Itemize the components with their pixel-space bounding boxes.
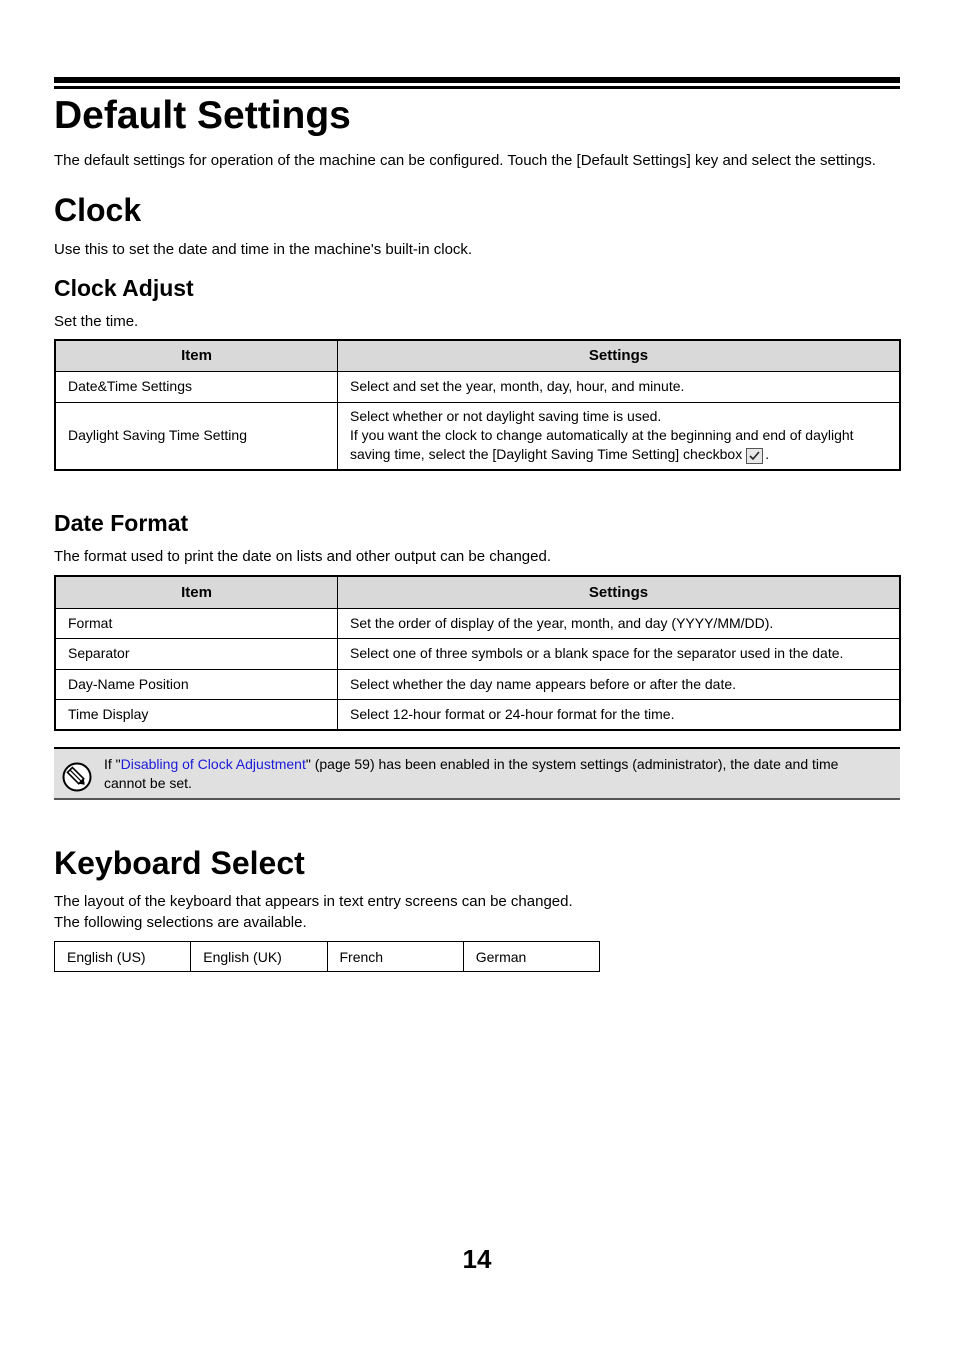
keyboard-options-table [54, 941, 600, 972]
note-text [104, 755, 884, 793]
keyboard-heading: Keyboard Select [54, 845, 305, 881]
settings-line: If you want the clock to change automatically at the beginning and end of daylight [350, 427, 854, 444]
row-settings [338, 402, 901, 470]
row-settings: Select and set the year, month, day, hour, and minute. [338, 371, 901, 402]
table-row [55, 699, 900, 730]
row-item: Daylight Saving Time Setting [55, 402, 338, 470]
pencil-icon [62, 762, 92, 792]
table-header-row [55, 576, 900, 608]
clock-adjust-table [54, 339, 901, 471]
keyboard-option: English (UK) [191, 942, 327, 972]
page-number: 14 [462, 1244, 492, 1274]
keyboard-option: German [463, 942, 599, 972]
row-settings: Select one of three symbols or a blank space for the separator used in the date. [338, 638, 901, 669]
row-item: Format [55, 608, 338, 638]
date-format-table [54, 575, 901, 731]
clock-description: Use this to set the date and time in the machine's built-in clock. [54, 241, 473, 258]
page-title: Default Settings [54, 94, 351, 137]
checkbox-icon [746, 448, 763, 464]
settings-line-text: saving time, select the [Daylight Saving Time Setting] checkbox [350, 446, 743, 463]
row-settings: Set the order of display of the year, month, and day (YYYY/MM/DD). [338, 608, 901, 638]
page-intro: The default settings for operation of the machine can be configured. Touch the [Default Settings] key and select the settings. [54, 152, 876, 169]
table-row [55, 669, 900, 699]
keyboard-description-line2: The following selections are available. [54, 914, 307, 931]
keyboard-option: French [327, 942, 463, 972]
table-row [55, 402, 900, 470]
disabling-clock-adjustment-link[interactable]: Disabling of Clock Adjustment [120, 756, 306, 772]
table-row [55, 371, 900, 402]
note-box [54, 747, 900, 800]
top-rule-thin [54, 86, 900, 89]
row-item: Date&Time Settings [55, 371, 338, 402]
clock-heading: Clock [54, 192, 142, 228]
date-format-heading: Date Format [54, 510, 189, 536]
settings-line: Select whether or not daylight saving time is used. [350, 408, 662, 425]
row-settings: Select whether the day name appears before or after the date. [338, 669, 901, 699]
clock-adjust-heading: Clock Adjust [54, 275, 194, 301]
header-item: Item [55, 340, 338, 371]
table-row [55, 608, 900, 638]
table-row [55, 638, 900, 669]
table-row [55, 942, 600, 972]
note-line2: cannot be set. [104, 775, 192, 791]
header-settings: Settings [338, 340, 901, 371]
header-item: Item [55, 576, 338, 608]
row-item: Separator [55, 638, 338, 669]
note-prefix: If " [104, 756, 121, 772]
note-suffix: " (page 59) has been enabled in the system settings (administrator), the date and time [305, 756, 839, 772]
row-item: Day-Name Position [55, 669, 338, 699]
settings-line-end: . [765, 446, 770, 463]
header-settings: Settings [338, 576, 901, 608]
table-header-row [55, 340, 900, 371]
row-settings: Select 12-hour format or 24-hour format for the time. [338, 699, 901, 730]
keyboard-option: English (US) [55, 942, 191, 972]
date-format-description: The format used to print the date on lists and other output can be changed. [54, 548, 551, 565]
row-item: Time Display [55, 699, 338, 730]
top-rule-thick [54, 77, 900, 83]
keyboard-description-line1: The layout of the keyboard that appears in text entry screens can be changed. [54, 893, 573, 910]
clock-adjust-description: Set the time. [54, 313, 139, 330]
settings-line [350, 445, 887, 464]
